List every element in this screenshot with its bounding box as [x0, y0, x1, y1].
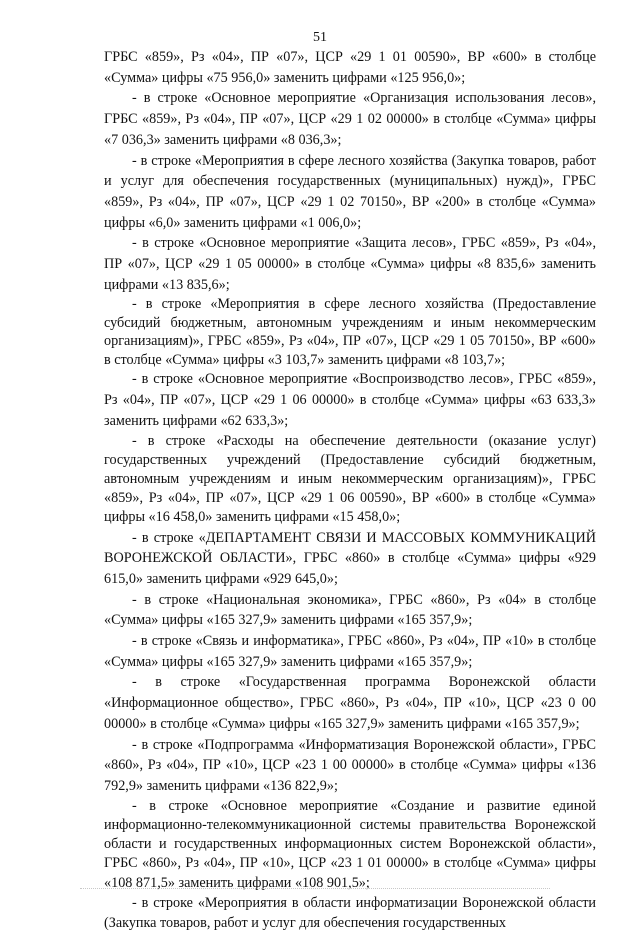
paragraph: - в строке «Мероприятия в сфере лесного хозяйства (Закупка товаров, работ и услуг для обеспечения государственных (муниципальных) нужд)», ГРБС «859», Рз «04», ПР «07», ЦСР «29 1 02 70150», ВР «200» в столбце «Сумма» цифры «6,0» заменить цифрами «1 006,0»;	[104, 152, 596, 231]
paragraph: - в строке «Государственная программа Воронежской области «Информационное общество», ГРБС «860», Рз «04», ПР «10», ЦСР «23 0 00 00000» в столбце «Сумма» цифры «165 327,9» заменить цифрами «165 357,9»;	[104, 674, 596, 732]
paragraph: - в строке «Основное мероприятие «Организация использования лесов», ГРБС «859», Рз «04», ПР «07», ЦСР «29 1 02 00000» в столбце «Сумма» цифры «7 036,3» заменить цифрами «8 036,3»;	[104, 90, 596, 148]
paragraph: ГРБС «859», Рз «04», ПР «07», ЦСР «29 1 01 00590», ВР «600» в столбце «Сумма» цифры «75 956,0» заменить цифрами «125 956,0»;	[104, 49, 596, 86]
document-body	[104, 47, 596, 934]
paragraph: - в строке «Связь и информатика», ГРБС «860», Рз «04», ПР «10» в столбце «Сумма» цифры «165 327,9» заменить цифрами «165 357,9»;	[104, 633, 596, 670]
scan-edge-divider	[80, 888, 550, 889]
paragraph: - в строке «Мероприятия в сфере лесного хозяйства (Предоставление субсидий бюджетным, автономным учреждениям и иным некоммерческим организациям)», ГРБС «859», Рз «04», ПР «07», ЦСР «29 1 05 70150», ВР «600» в столбце «Сумма» цифры «3 103,7» заменить цифрами «8 103,7»;	[104, 296, 596, 368]
paragraph: - в строке «Основное мероприятие «Создание и развитие единой информационно-телекоммуникационной системы правительства Воронежской области и государственных информационных систем Воронежской области», ГРБС «860», Рз «04», ПР «10», ЦСР «23 1 01 00000» в столбце «Сумма» цифры «108 871,5» заменить цифрами «108 901,5»;	[104, 797, 596, 891]
paragraph: - в строке «Национальная экономика», ГРБС «860», Рз «04» в столбце «Сумма» цифры «165 327,9» заменить цифрами «165 357,9»;	[104, 591, 596, 629]
paragraph: - в строке «ДЕПАРТАМЕНТ СВЯЗИ И МАССОВЫХ КОММУНИКАЦИЙ ВОРОНЕЖСКОЙ ОБЛАСТИ», ГРБС «860» в столбце «Сумма» цифры «929 615,0» заменить цифрами «929 645,0»;	[104, 529, 596, 587]
paragraph: - в строке «Мероприятия в области информатизации Воронежской области (Закупка товаров, работ и услуг для обеспечения государственных	[104, 894, 596, 932]
paragraph: - в строке «Подпрограмма «Информатизация Воронежской области», ГРБС «860», Рз «04», ПР «10», ЦСР «23 1 00 00000» в столбце «Сумма» цифры «136 792,9» заменить цифрами «136 822,9»;	[104, 736, 596, 794]
paragraph: - в строке «Основное мероприятие «Воспроизводство лесов», ГРБС «859», Рз «04», ПР «07», ЦСР «29 1 06 00000» в столбце «Сумма» цифры «63 633,3» заменить цифрами «62 633,3»;	[104, 371, 596, 429]
paragraph: - в строке «Расходы на обеспечение деятельности (оказание услуг) государственных учреждений (Предоставление субсидий бюджетным, автономным учреждениям и иным некоммерческим организациям)», ГРБС «859», Рз «04», ПР «07», ЦСР «29 1 06 00590», ВР «600» в столбце «Сумма» цифры «16 458,0» заменить цифрами «15 458,0»;	[104, 432, 596, 526]
paragraph: - в строке «Основное мероприятие «Защита лесов», ГРБС «859», Рз «04», ПР «07», ЦСР «29 1 05 00000» в столбце «Сумма» цифры «8 835,6» заменить цифрами «13 835,6»;	[104, 235, 596, 293]
page-number: 51	[313, 30, 327, 45]
